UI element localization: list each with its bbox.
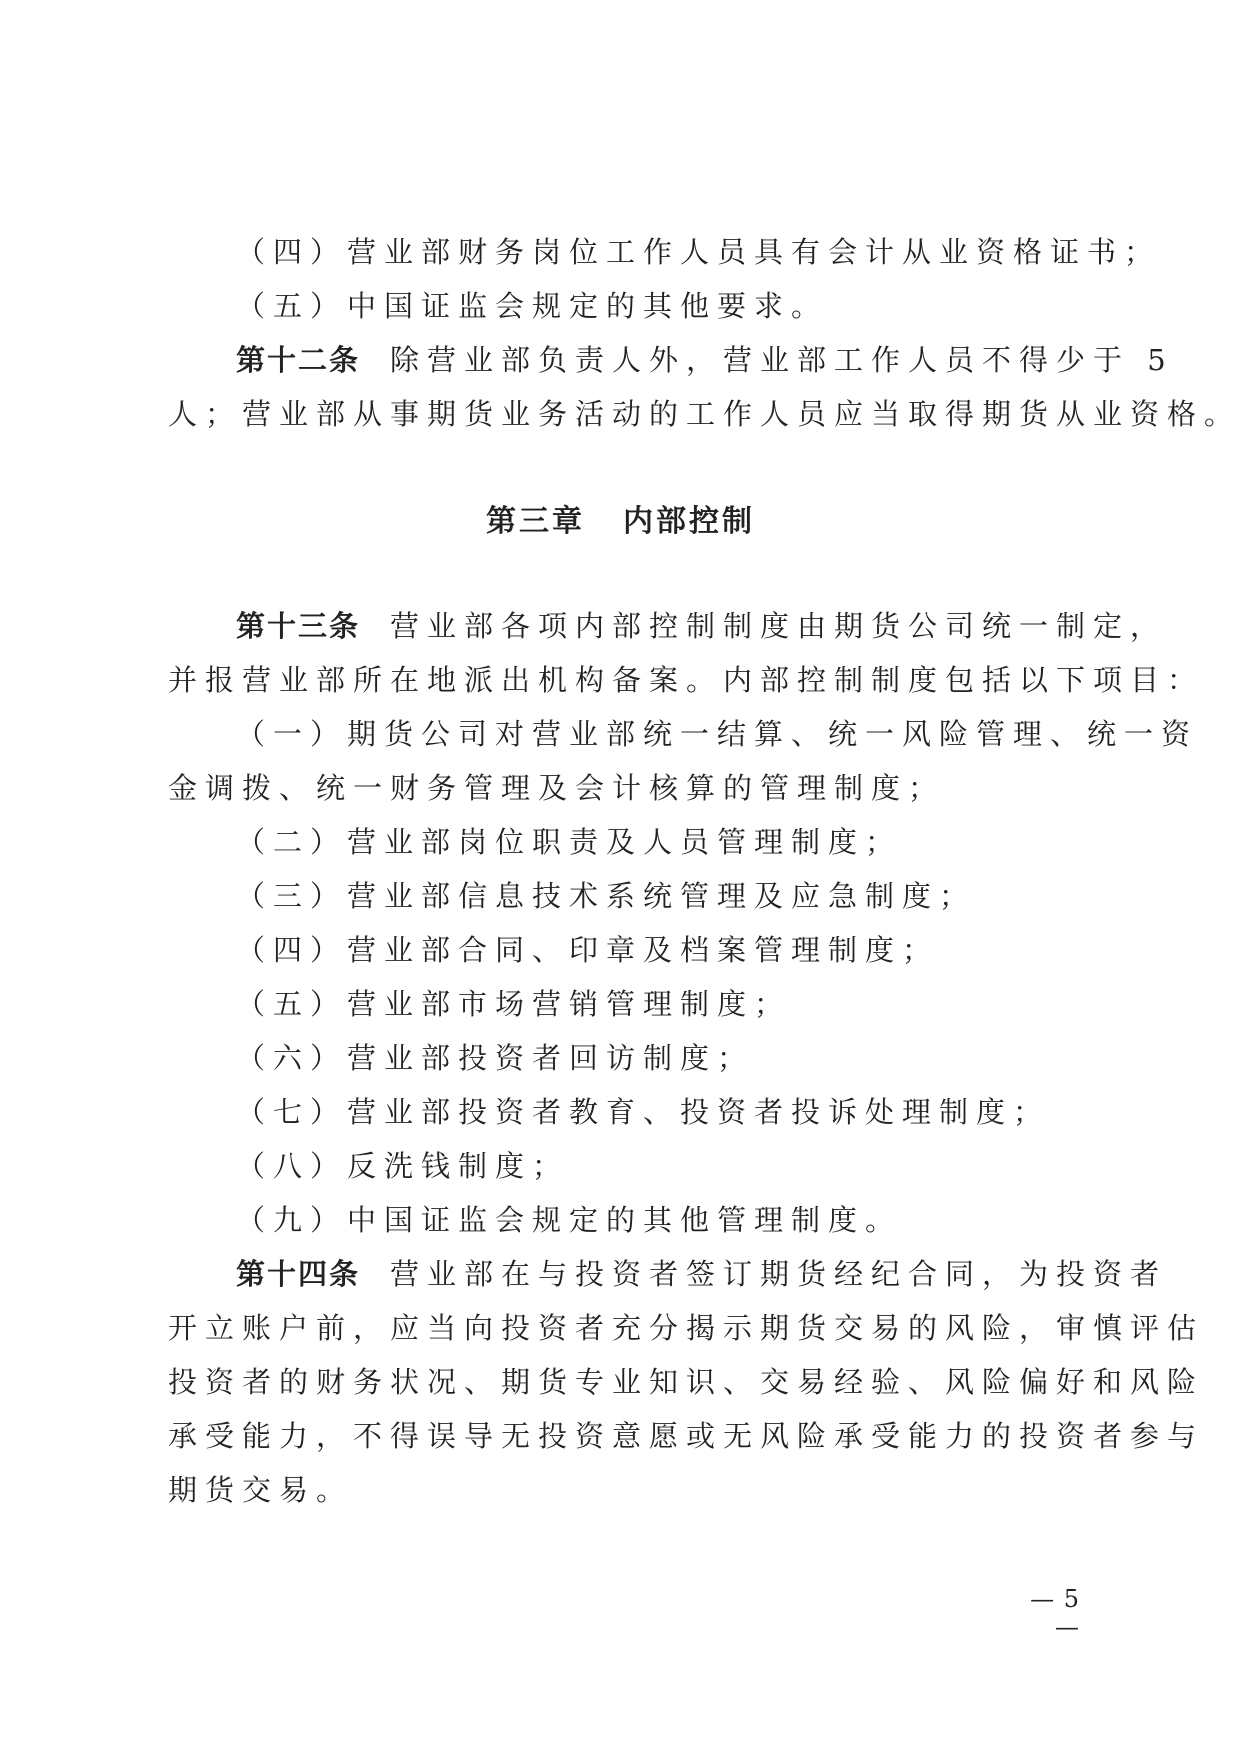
article-14-continuation xyxy=(168,1416,1205,1456)
chapter-number: 第三章 xyxy=(486,504,585,539)
article-13-continuation xyxy=(168,660,1205,700)
paragraph-text: （四）营业部财务岗位工作人员具有会计从业资格证书； xyxy=(236,235,1162,269)
list-item-text: （五）营业部市场营销管理制度； xyxy=(236,987,792,1021)
list-item xyxy=(236,714,1199,754)
article-text: 除营业部负责人外，营业部工作人员不得少于 5 xyxy=(390,343,1174,377)
page-number: — 5 — xyxy=(1030,1585,1080,1641)
paragraph-text: （五）中国证监会规定的其他要求。 xyxy=(236,289,829,323)
article-14-continuation xyxy=(168,1362,1205,1402)
list-item-text: （七）营业部投资者教育、投资者投诉处理制度； xyxy=(236,1095,1051,1129)
article-13 xyxy=(236,606,1168,646)
article-12 xyxy=(236,340,1174,380)
article-14-continuation xyxy=(168,1470,1078,1510)
list-item-text: （四）营业部合同、印章及档案管理制度； xyxy=(236,933,940,967)
list-item xyxy=(236,876,1146,916)
chapter-heading xyxy=(0,502,1241,542)
article-14 xyxy=(236,1254,1168,1294)
article-heading: 第十四条 xyxy=(236,1257,361,1291)
article-heading: 第十二条 xyxy=(236,343,361,377)
article-text: 并报营业部所在地派出机构备案。内部控制制度包括以下项目： xyxy=(168,663,1205,697)
article-12-continuation xyxy=(168,394,1241,434)
article-text: 营业部各项内部控制制度由期货公司统一制定， xyxy=(390,609,1168,643)
list-item xyxy=(236,1200,1146,1240)
list-item xyxy=(236,930,1146,970)
list-item xyxy=(236,984,1146,1024)
article-heading: 第十三条 xyxy=(236,609,361,643)
article-14-continuation xyxy=(168,1308,1205,1348)
chapter-title: 内部控制 xyxy=(623,504,755,539)
list-item-text: 金调拨、统一财务管理及会计核算的管理制度； xyxy=(168,771,946,805)
article-text: 投资者的财务状况、期货专业知识、交易经验、风险偏好和风险 xyxy=(168,1365,1205,1399)
list-item xyxy=(236,1146,1146,1186)
list-item-text: （三）营业部信息技术系统管理及应急制度； xyxy=(236,879,977,913)
article-text: 承受能力，不得误导无投资意愿或无风险承受能力的投资者参与 xyxy=(168,1419,1205,1453)
list-item-text: （二）营业部岗位职责及人员管理制度； xyxy=(236,825,903,859)
list-item-text: （九）中国证监会规定的其他管理制度。 xyxy=(236,1203,903,1237)
list-item-text: （八）反洗钱制度； xyxy=(236,1149,570,1183)
article-text: 开立账户前，应当向投资者充分揭示期货交易的风险，审慎评估 xyxy=(168,1311,1205,1345)
article-text: 期货交易。 xyxy=(168,1473,354,1507)
article-text: 人；营业部从事期货业务活动的工作人员应当取得期货从业资格。 xyxy=(168,397,1241,431)
paragraph-item-5 xyxy=(236,286,1146,326)
list-item xyxy=(236,1092,1146,1132)
list-item xyxy=(236,1038,1146,1078)
list-item-text: （六）营业部投资者回访制度； xyxy=(236,1041,755,1075)
list-item-continuation xyxy=(168,768,1078,808)
paragraph-item-4 xyxy=(236,232,1162,272)
article-text: 营业部在与投资者签订期货经纪合同，为投资者 xyxy=(390,1257,1168,1291)
list-item xyxy=(236,822,1146,862)
list-item-text: （一）期货公司对营业部统一结算、统一风险管理、统一资 xyxy=(236,717,1199,751)
